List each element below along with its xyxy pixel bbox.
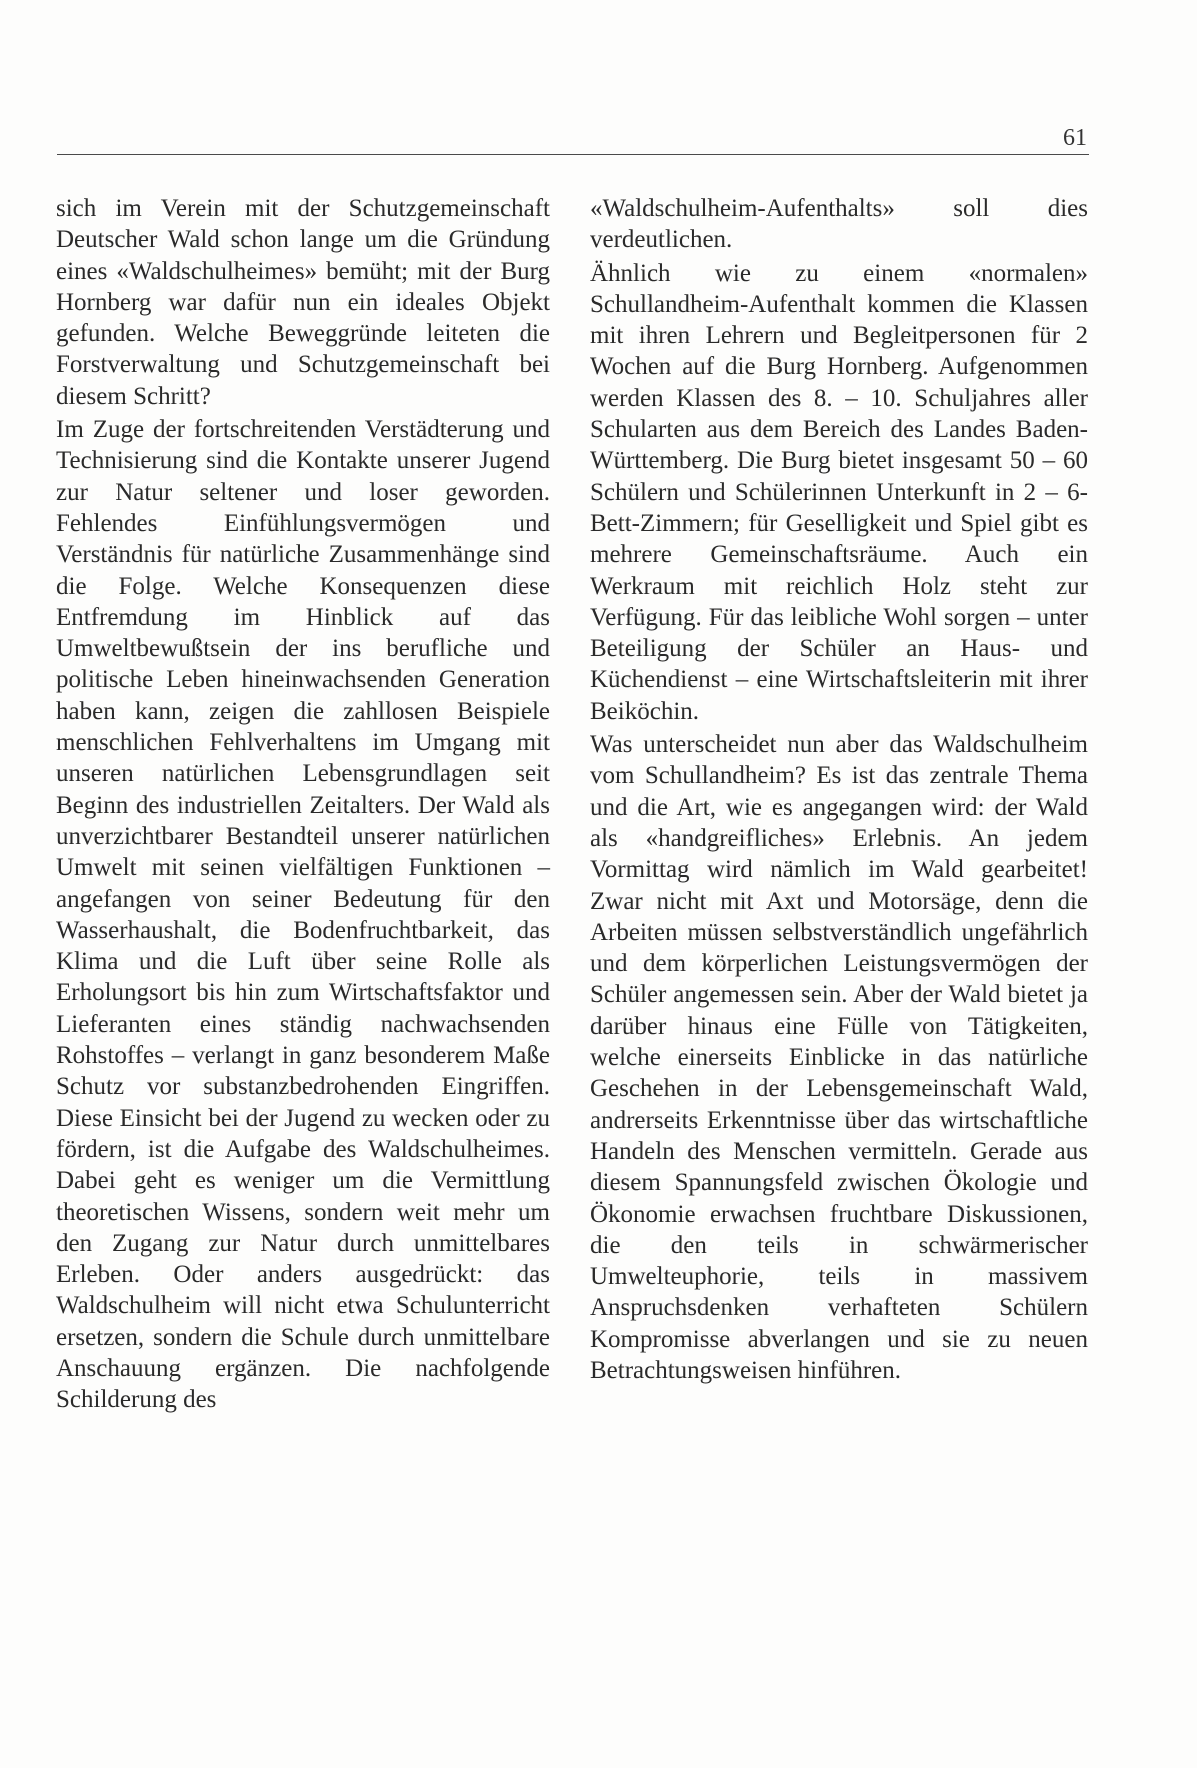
paragraph: «Waldschulheim-Aufenthalts» soll dies verdeutlichen. [590,195,1088,254]
right-column [590,193,1088,1386]
paragraph: Was unterscheidet nun aber das Waldschulheim vom Schullandheim? Es ist das zentrale Thema und die Art, wie es angegangen wird: der Wald als «handgreifliches» Erlebnis. An jedem Vormittag wird nämlich im Wald gearbeitet! Zwar nicht mit Axt und Motorsäge, denn die Arbeiten müssen selbstverständlich ungefährlich und dem körperlichen Leistungsvermögen der Schüler angemessen sein. Aber der Wald bietet ja darüber hinaus eine Fülle von Tätigkeiten, welche einerseits Einblicke in das natürliche Geschehen in der Lebensgemeinschaft Wald, andrerseits Erkenntnisse über das wirtschaftliche Handeln des Menschen vermitteln. Gerade aus diesem Spannungsfeld zwischen Ökologie und Ökonomie erwachsen fruchtbare Diskussionen, die den teils in schwärmerischer Umwelteuphorie, teils in massivem Anspruchsdenken verhafteten Schülern Kompromisse abverlangen und sie zu neuen Betrachtungsweisen hinführen. [590,731,1088,1384]
header-rule [57,154,1089,155]
left-column [56,193,550,1416]
page-number: 61 [1063,125,1087,151]
paragraph: Im Zuge der fortschreitenden Verstädterung und Technisierung sind die Kontakte unserer Jugend zur Natur seltener und loser geworden. Fehlendes Einfühlungsvermögen und Verständnis für natürliche Zusammenhänge sind die Folge. Welche Konsequenzen diese Entfremdung im Hinblick auf das Umweltbewußtsein der ins berufliche und politische Leben hineinwachsenden Generation haben kann, zeigen die zahllosen Beispiele menschlichen Fehlverhaltens im Umgang mit unseren natürlichen Lebensgrundlagen seit Beginn des industriellen Zeitalters. Der Wald als unverzichtbarer Bestandteil unserer natürlichen Umwelt mit seinen vielfältigen Funktionen – angefangen von seiner Bedeutung für den Wasserhaushalt, die Bodenfruchtbarkeit, das Klima und die Luft über seine Rolle als Erholungsort bis hin zum Wirtschaftsfaktor und Lieferanten eines ständig nachwachsenden Rohstoffes – verlangt in ganz besonderem Maße Schutz vor substanzbedrohenden Eingriffen. Diese Einsicht bei der Jugend zu wecken oder zu fördern, ist die Aufgabe des Waldschulheimes. Dabei geht es weniger um die Vermittlung theoretischen Wissens, sondern weit mehr um den Zugang zur Natur durch unmittelbares Erleben. Oder anders ausgedrückt: das Waldschulheim will nicht etwa Schulunterricht ersetzen, sondern die Schule durch unmittelbare Anschauung ergänzen. Die nachfolgende Schilderung des [56,416,550,1414]
paragraph: sich im Verein mit der Schutzgemeinschaft Deutscher Wald schon lange um die Gründung eines «Waldschulheimes» bemüht; mit der Burg Hornberg war dafür nun ein ideales Objekt gefunden. Welche Beweggründe leiteten die Forstverwaltung und Schutzgemeinschaft bei diesem Schritt? [56,195,550,410]
paragraph: Ähnlich wie zu einem «normalen» Schullandheim-Aufenthalt kommen die Klassen mit ihren Lehrern und Begleitpersonen für 2 Wochen auf die Burg Hornberg. Aufgenommen werden Klassen des 8. – 10. Schuljahres aller Schularten aus dem Bereich des Landes Baden-Württemberg. Die Burg bietet insgesamt 50 – 60 Schülern und Schülerinnen Unterkunft in 2 – 6-Bett-Zimmern; für Geselligkeit und Spiel gibt es mehrere Gemeinschaftsräume. Auch ein Werkraum mit reichlich Holz steht zur Verfügung. Für das leibliche Wohl sorgen – unter Beteiligung der Schüler an Haus- und Küchendienst – eine Wirtschaftsleiterin mit ihrer Beiköchin. [590,259,1088,725]
